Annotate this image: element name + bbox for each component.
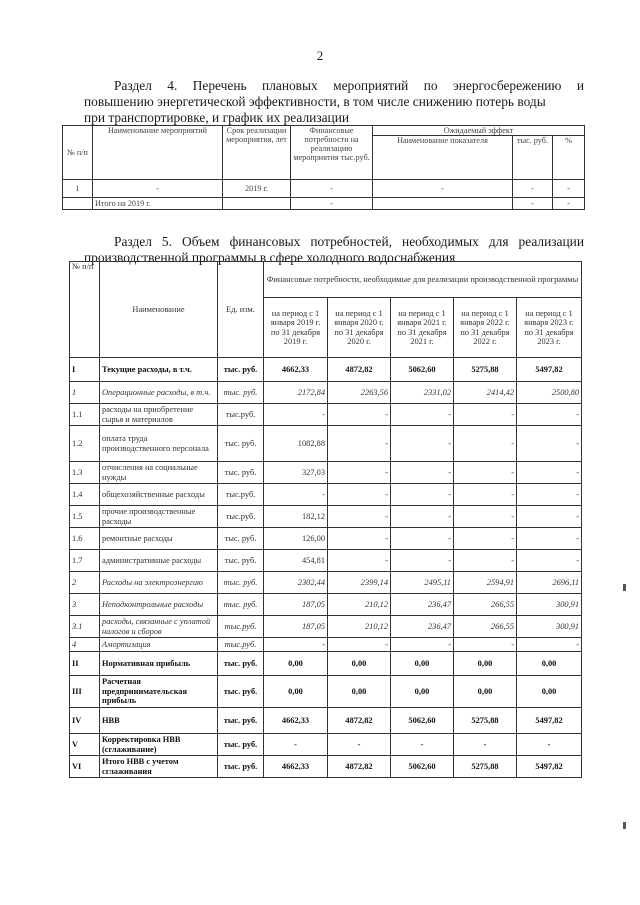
margin-mark bbox=[623, 584, 626, 591]
row-name: прочие производственные расходы bbox=[100, 506, 218, 528]
s4-total-label: Итого на 2019 г. bbox=[93, 198, 223, 210]
row-number: IV bbox=[70, 708, 100, 734]
value-cell: - bbox=[454, 638, 517, 652]
value-cell: - bbox=[391, 426, 454, 462]
value-cell: - bbox=[517, 462, 582, 484]
value-cell: 236,47 bbox=[391, 594, 454, 616]
s4-cell bbox=[373, 198, 513, 210]
value-cell: 0,00 bbox=[391, 676, 454, 708]
value-cell: 327,03 bbox=[264, 462, 328, 484]
s5-header-finance: Финансовые потребности, необходимые для реализации производственной программы bbox=[264, 262, 582, 298]
value-cell: 187,05 bbox=[264, 594, 328, 616]
s4-cell bbox=[223, 198, 291, 210]
s5-header-period-2020: на период с 1 января 2020 г. по 31 декабря 2020 г. bbox=[328, 298, 391, 358]
value-cell: 2495,11 bbox=[391, 572, 454, 594]
value-cell: 2172,84 bbox=[264, 382, 328, 404]
table-row bbox=[70, 404, 582, 426]
s4-cell: - bbox=[93, 180, 223, 198]
value-cell: - bbox=[328, 638, 391, 652]
value-cell: 0,00 bbox=[328, 676, 391, 708]
row-unit: тыс. руб. bbox=[218, 550, 264, 572]
value-cell: - bbox=[391, 734, 454, 756]
value-cell: 4872,82 bbox=[328, 756, 391, 778]
row-number: 4 bbox=[70, 638, 100, 652]
row-name: Расходы на электроэнергию bbox=[100, 572, 218, 594]
value-cell: 0,00 bbox=[328, 652, 391, 676]
s5-header-period-2021: на период с 1 января 2021 г. по 31 декабря 2021 г. bbox=[391, 298, 454, 358]
row-name: административные расходы bbox=[100, 550, 218, 572]
s4-header-effect: Ожидаемый эффект bbox=[373, 126, 585, 136]
value-cell: - bbox=[328, 484, 391, 506]
row-name: Расчетная предпринимательская прибыль bbox=[100, 676, 218, 708]
value-cell: 0,00 bbox=[454, 652, 517, 676]
row-number: 1.5 bbox=[70, 506, 100, 528]
value-cell: 1082,88 bbox=[264, 426, 328, 462]
value-cell: - bbox=[454, 528, 517, 550]
value-cell: - bbox=[517, 528, 582, 550]
page-number: 2 bbox=[316, 48, 324, 63]
section5-heading-line1: Раздел 5. Объем финансовых потребностей, необходимых для реализации bbox=[114, 234, 584, 249]
s4-header-percent: % bbox=[553, 136, 585, 180]
s4-cell: - bbox=[513, 180, 553, 198]
row-name: Нормативная прибыль bbox=[100, 652, 218, 676]
value-cell: 0,00 bbox=[517, 676, 582, 708]
value-cell: - bbox=[391, 550, 454, 572]
s4-header-num: № п/п bbox=[63, 126, 93, 180]
row-number: 3 bbox=[70, 594, 100, 616]
row-number: 1.3 bbox=[70, 462, 100, 484]
row-name: Неподконтрольные расходы bbox=[100, 594, 218, 616]
row-unit: тыс. руб. bbox=[218, 358, 264, 382]
table-row bbox=[70, 638, 582, 652]
value-cell: - bbox=[328, 528, 391, 550]
value-cell: 2594,91 bbox=[454, 572, 517, 594]
value-cell: 2696,11 bbox=[517, 572, 582, 594]
row-unit: тыс.руб. bbox=[218, 638, 264, 652]
value-cell: - bbox=[517, 638, 582, 652]
row-name: НВВ bbox=[100, 708, 218, 734]
row-number: 1.6 bbox=[70, 528, 100, 550]
s4-cell: 1 bbox=[63, 180, 93, 198]
value-cell: 300,91 bbox=[517, 616, 582, 638]
table-row bbox=[70, 734, 582, 756]
value-cell: 236,47 bbox=[391, 616, 454, 638]
value-cell: 2302,44 bbox=[264, 572, 328, 594]
value-cell: 2399,14 bbox=[328, 572, 391, 594]
row-unit: тыс. руб. bbox=[218, 708, 264, 734]
row-number: 1.2 bbox=[70, 426, 100, 462]
row-unit: тыс.руб. bbox=[218, 484, 264, 506]
row-number: III bbox=[70, 676, 100, 708]
value-cell: 0,00 bbox=[264, 652, 328, 676]
s5-header-period-2022: на период с 1 января 2022 г. по 31 декабря 2022 г. bbox=[454, 298, 517, 358]
value-cell: 5497,82 bbox=[517, 358, 582, 382]
row-name: Текущие расходы, в т.ч. bbox=[100, 358, 218, 382]
row-number: 3.1 bbox=[70, 616, 100, 638]
value-cell: 5497,82 bbox=[517, 708, 582, 734]
s4-cell: - bbox=[553, 198, 585, 210]
row-number: 1.4 bbox=[70, 484, 100, 506]
row-name: ремонтные расходы bbox=[100, 528, 218, 550]
table-row bbox=[70, 676, 582, 708]
row-name: Амортизация bbox=[100, 638, 218, 652]
value-cell: - bbox=[391, 404, 454, 426]
row-name: общехозяйственные расходы bbox=[100, 484, 218, 506]
s4-header-unit: тыс. руб. bbox=[513, 136, 553, 180]
value-cell: 2500,80 bbox=[517, 382, 582, 404]
table-row bbox=[70, 652, 582, 676]
row-number: V bbox=[70, 734, 100, 756]
margin-mark bbox=[623, 822, 626, 829]
row-unit: тыс. руб. bbox=[218, 652, 264, 676]
value-cell: - bbox=[328, 734, 391, 756]
s4-header-finance: Финансовые потребности на реализацию мероприятия тыс.руб. bbox=[291, 126, 373, 180]
value-cell: 0,00 bbox=[264, 676, 328, 708]
value-cell: - bbox=[328, 506, 391, 528]
value-cell: - bbox=[391, 506, 454, 528]
row-number: 1.7 bbox=[70, 550, 100, 572]
row-unit: тыс. руб. bbox=[218, 676, 264, 708]
value-cell: 210,12 bbox=[328, 616, 391, 638]
row-unit: тыс. руб. bbox=[218, 594, 264, 616]
s4-cell: 2019 г. bbox=[223, 180, 291, 198]
value-cell: 300,91 bbox=[517, 594, 582, 616]
s5-header-unit: Ед. изм. bbox=[218, 262, 264, 358]
value-cell: 4872,82 bbox=[328, 358, 391, 382]
value-cell: - bbox=[328, 462, 391, 484]
value-cell: - bbox=[517, 506, 582, 528]
value-cell: 454,81 bbox=[264, 550, 328, 572]
value-cell: - bbox=[454, 506, 517, 528]
row-name: расходы, связанные с уплатой налогов и сборов bbox=[100, 616, 218, 638]
value-cell: 0,00 bbox=[454, 676, 517, 708]
value-cell: 2414,42 bbox=[454, 382, 517, 404]
table-row bbox=[63, 180, 585, 198]
table-row bbox=[70, 528, 582, 550]
table-row bbox=[70, 708, 582, 734]
value-cell: 0,00 bbox=[517, 652, 582, 676]
s5-header-num: № п/п bbox=[70, 262, 100, 358]
value-cell: 4662,33 bbox=[264, 358, 328, 382]
section4-heading-line2: повышению энергетической эффективности, в том числе снижению потерь воды bbox=[84, 94, 546, 109]
section4-table bbox=[62, 125, 585, 210]
value-cell: 5275,88 bbox=[454, 756, 517, 778]
section5-table bbox=[69, 261, 582, 778]
s5-header-period-2023: на период с 1 января 2023 г. по 31 декабря 2023 г. bbox=[517, 298, 582, 358]
s4-header-term: Срок реализации мероприятия, лет bbox=[223, 126, 291, 180]
value-cell: - bbox=[391, 462, 454, 484]
value-cell: - bbox=[517, 426, 582, 462]
value-cell: 5497,82 bbox=[517, 756, 582, 778]
value-cell: - bbox=[517, 550, 582, 572]
value-cell: 5062,60 bbox=[391, 708, 454, 734]
row-number: II bbox=[70, 652, 100, 676]
value-cell: - bbox=[517, 484, 582, 506]
row-name: Итого НВВ с учетом сглаживания bbox=[100, 756, 218, 778]
table-row bbox=[70, 426, 582, 462]
value-cell: 5062,60 bbox=[391, 756, 454, 778]
s4-cell bbox=[63, 198, 93, 210]
value-cell: - bbox=[454, 550, 517, 572]
value-cell: - bbox=[454, 484, 517, 506]
row-unit: тыс. руб. bbox=[218, 382, 264, 404]
row-number: VI bbox=[70, 756, 100, 778]
table-row bbox=[70, 506, 582, 528]
s4-cell: - bbox=[513, 198, 553, 210]
value-cell: - bbox=[264, 638, 328, 652]
row-number: 1 bbox=[70, 382, 100, 404]
table-row bbox=[70, 572, 582, 594]
row-unit: тыс. руб. bbox=[218, 462, 264, 484]
value-cell: - bbox=[454, 404, 517, 426]
value-cell: 4662,33 bbox=[264, 708, 328, 734]
row-number: 2 bbox=[70, 572, 100, 594]
s5-header-period-2019: на период с 1 января 2019 г. по 31 декабря 2019 г. bbox=[264, 298, 328, 358]
table-row bbox=[70, 358, 582, 382]
row-unit: тыс. руб. bbox=[218, 734, 264, 756]
table-row bbox=[63, 198, 585, 210]
value-cell: 0,00 bbox=[391, 652, 454, 676]
value-cell: 4872,82 bbox=[328, 708, 391, 734]
value-cell: 266,55 bbox=[454, 594, 517, 616]
row-unit: тыс. руб. bbox=[218, 572, 264, 594]
row-unit: тыс. руб. bbox=[218, 756, 264, 778]
section4-heading bbox=[84, 78, 584, 126]
row-unit: тыс. руб. bbox=[218, 426, 264, 462]
value-cell: - bbox=[328, 550, 391, 572]
value-cell: 182,12 bbox=[264, 506, 328, 528]
value-cell: 266,55 bbox=[454, 616, 517, 638]
row-unit: тыс.руб. bbox=[218, 404, 264, 426]
value-cell: 4662,33 bbox=[264, 756, 328, 778]
row-unit: тыс. руб. bbox=[218, 528, 264, 550]
table-row bbox=[70, 756, 582, 778]
row-unit: тыс.руб. bbox=[218, 506, 264, 528]
s4-cell: - bbox=[291, 198, 373, 210]
value-cell: 2331,02 bbox=[391, 382, 454, 404]
value-cell: - bbox=[454, 426, 517, 462]
s4-cell: - bbox=[553, 180, 585, 198]
s5-header-name: Наименование bbox=[100, 262, 218, 358]
table-row bbox=[70, 382, 582, 404]
table-row bbox=[70, 616, 582, 638]
value-cell: - bbox=[454, 462, 517, 484]
s4-header-indicator: Наименование показателя bbox=[373, 136, 513, 180]
value-cell: 5275,88 bbox=[454, 358, 517, 382]
value-cell: - bbox=[517, 404, 582, 426]
value-cell: - bbox=[328, 404, 391, 426]
row-name: отчисления на социальные нужды bbox=[100, 462, 218, 484]
value-cell: - bbox=[391, 484, 454, 506]
value-cell: 126,00 bbox=[264, 528, 328, 550]
value-cell: 5275,88 bbox=[454, 708, 517, 734]
value-cell: - bbox=[264, 734, 328, 756]
s4-cell: - bbox=[373, 180, 513, 198]
value-cell: - bbox=[264, 484, 328, 506]
value-cell: 5062,60 bbox=[391, 358, 454, 382]
value-cell: 187,05 bbox=[264, 616, 328, 638]
table-row bbox=[70, 484, 582, 506]
row-name: Операционные расходы, в т.ч. bbox=[100, 382, 218, 404]
section4-heading-line1: Раздел 4. Перечень плановых мероприятий по энергосбережению и bbox=[114, 78, 584, 93]
value-cell: - bbox=[517, 734, 582, 756]
section4-heading-line3: при транспортировке, и график их реализации bbox=[84, 110, 350, 125]
value-cell: 2263,56 bbox=[328, 382, 391, 404]
row-number: I bbox=[70, 358, 100, 382]
value-cell: - bbox=[264, 404, 328, 426]
value-cell: - bbox=[391, 638, 454, 652]
s4-header-name: Наименование мероприятий bbox=[93, 126, 223, 180]
row-unit: тыс.руб. bbox=[218, 616, 264, 638]
value-cell: 210,12 bbox=[328, 594, 391, 616]
section5-heading-line2: производственной программы в сфере холодного водоснабжения bbox=[84, 250, 456, 265]
s4-cell: - bbox=[291, 180, 373, 198]
value-cell: - bbox=[454, 734, 517, 756]
table-row bbox=[70, 594, 582, 616]
table-row bbox=[70, 462, 582, 484]
row-name: Корректировка НВВ (сглаживание) bbox=[100, 734, 218, 756]
table-row bbox=[70, 550, 582, 572]
row-name: расходы на приобретение сырья и материалов bbox=[100, 404, 218, 426]
value-cell: - bbox=[391, 528, 454, 550]
row-number: 1.1 bbox=[70, 404, 100, 426]
row-name: оплата труда производственного персонала bbox=[100, 426, 218, 462]
value-cell: - bbox=[328, 426, 391, 462]
